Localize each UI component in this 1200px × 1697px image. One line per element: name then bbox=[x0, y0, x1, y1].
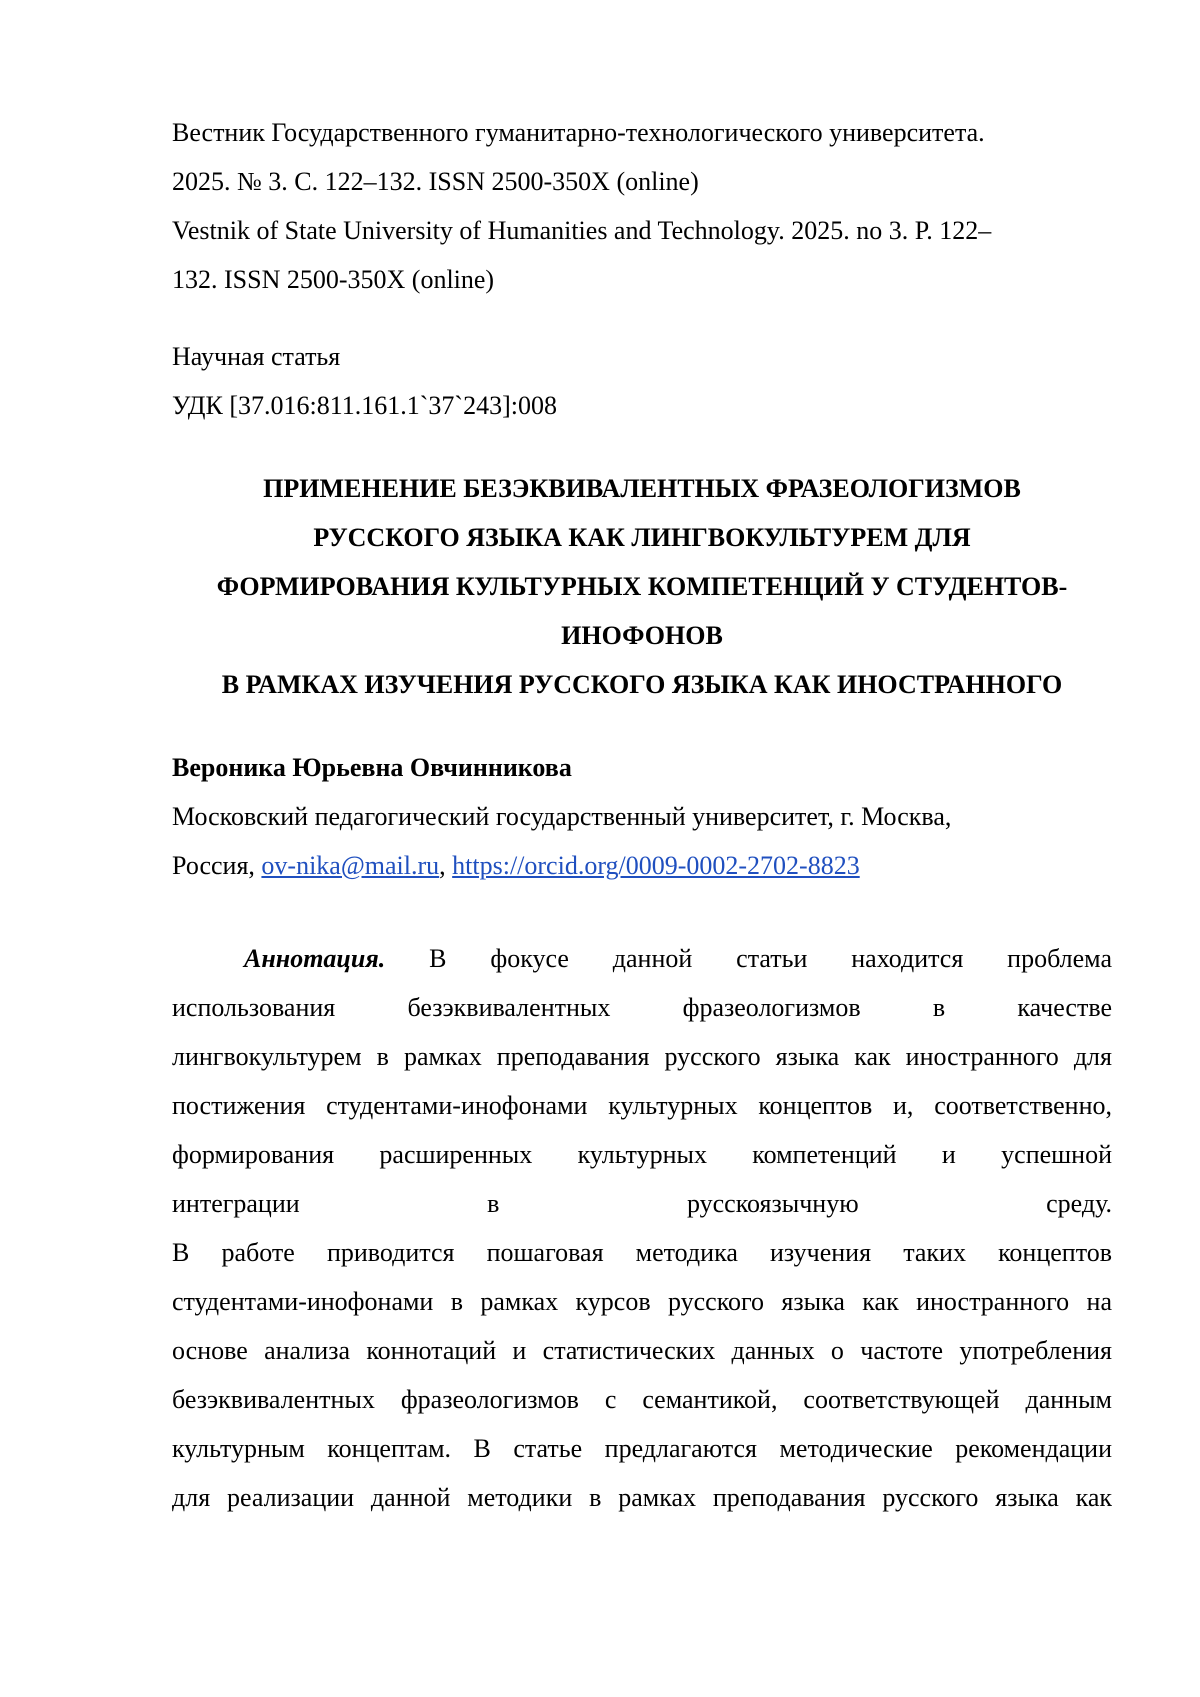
author-affiliation: Московский педагогический государственный университет, г. Москва, bbox=[172, 802, 952, 831]
abstract-line: использования безэквивалентных фразеологизмов в качестве bbox=[172, 993, 1112, 1022]
journal-citation-en-line2: 132. ISSN 2500-350X (online) bbox=[172, 265, 495, 294]
author-orcid-link[interactable]: https://orcid.org/0009-0002-2702-8823 bbox=[452, 851, 860, 880]
journal-citation-ru-line1: Вестник Государственного гуманитарно-технологического университета. bbox=[172, 118, 985, 147]
article-page bbox=[172, 108, 1112, 1522]
abstract-line bbox=[172, 934, 1112, 983]
article-meta bbox=[172, 332, 1112, 430]
title-line: ПРИМЕНЕНИЕ БЕЗЭКВИВАЛЕНТНЫХ ФРАЗЕОЛОГИЗМОВ bbox=[263, 474, 1021, 503]
article-title bbox=[172, 464, 1112, 709]
abstract-line: В работе приводится пошаговая методика изучения таких концептов bbox=[172, 1238, 1112, 1267]
journal-header bbox=[172, 108, 1112, 304]
contacts-separator: , bbox=[439, 851, 453, 880]
title-line: ИНОФОНОВ bbox=[561, 621, 723, 650]
spacer bbox=[172, 890, 1112, 934]
abstract-text: В фокусе данной статьи находится проблема bbox=[429, 944, 1112, 973]
title-line: РУССКОГО ЯЗЫКА КАК ЛИНГВОКУЛЬТУРЕМ ДЛЯ bbox=[313, 523, 971, 552]
author-name: Вероника Юрьевна Овчинникова bbox=[172, 753, 572, 782]
journal-citation-ru-line2: 2025. № 3. С. 122–132. ISSN 2500-350X (online) bbox=[172, 167, 699, 196]
abstract-line: постижения студентами-инофонами культурных концептов и, соответственно, bbox=[172, 1091, 1112, 1120]
abstract-label: Аннотация. bbox=[244, 944, 386, 973]
abstract-line: формирования расширенных культурных компетенций и успешной bbox=[172, 1140, 1112, 1169]
abstract-line: основе анализа коннотаций и статистических данных о частоте употребления bbox=[172, 1336, 1112, 1365]
abstract-line: культурным концептам. В статье предлагаются методические рекомендации bbox=[172, 1434, 1112, 1463]
spacer bbox=[172, 709, 1112, 743]
journal-citation-en-line1: Vestnik of State University of Humanities and Technology. 2025. no 3. P. 122– bbox=[172, 216, 992, 245]
title-line: ФОРМИРОВАНИЯ КУЛЬТУРНЫХ КОМПЕТЕНЦИЙ У СТУДЕНТОВ- bbox=[216, 572, 1068, 601]
author-email-link[interactable]: ov-nika@mail.ru bbox=[261, 851, 440, 880]
abstract-line: студентами-инофонами в рамках курсов русского языка как иностранного на bbox=[172, 1287, 1112, 1316]
title-line: В РАМКАХ ИЗУЧЕНИЯ РУССКОГО ЯЗЫКА КАК ИНОСТРАННОГО bbox=[221, 670, 1063, 699]
abstract bbox=[172, 934, 1112, 1522]
spacer bbox=[172, 430, 1112, 464]
author-contacts bbox=[172, 841, 1112, 890]
abstract-line: для реализации данной методики в рамках преподавания русского языка как bbox=[172, 1483, 1112, 1512]
abstract-line: безэквивалентных фразеологизмов с семантикой, соответствующей данным bbox=[172, 1385, 1112, 1414]
author-block bbox=[172, 743, 1112, 890]
article-type: Научная статья bbox=[172, 342, 341, 371]
abstract-line: интеграции в русскоязычную среду. bbox=[172, 1189, 1112, 1218]
udc-code: УДК [37.016:811.161.1`37`243]:008 bbox=[172, 391, 557, 420]
spacer bbox=[172, 304, 1112, 332]
abstract-line: лингвокультурем в рамках преподавания русского языка как иностранного для bbox=[172, 1042, 1112, 1071]
author-country: Россия, bbox=[172, 851, 262, 880]
